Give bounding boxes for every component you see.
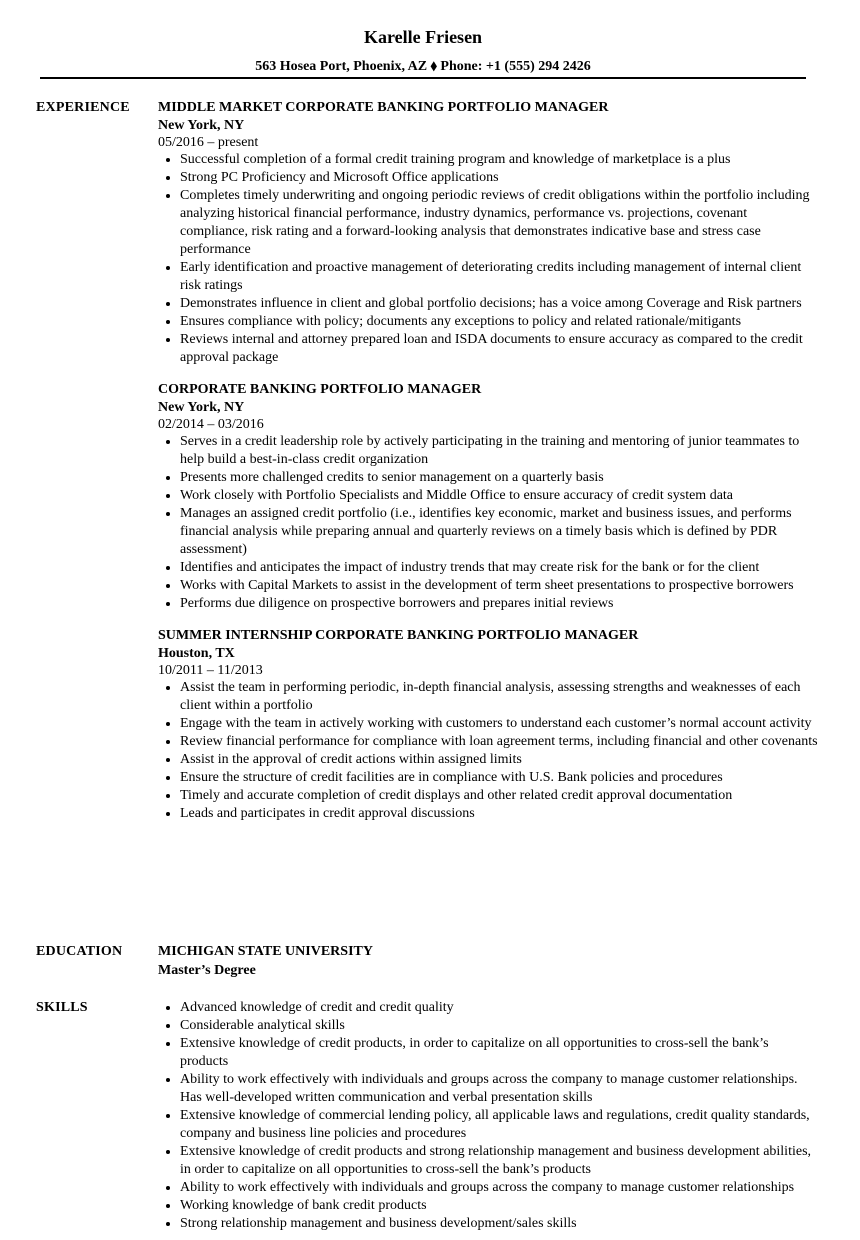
- job-bullets: [158, 679, 818, 823]
- skill-item: • Extensive knowledge of credit products, in order to capitalize on all opportunities to cross-sell the bank’s products: [180, 1035, 818, 1071]
- skill-item: • Extensive knowledge of credit products and strong relationship management and business development abilities, in order to capitalize on all opportunities to cross-sell the bank’s products: [180, 1143, 818, 1179]
- bullet-item: • Performs due diligence on prospective borrowers and prepares initial reviews: [180, 595, 818, 613]
- skills-label: SKILLS: [36, 1000, 88, 1015]
- job-title: CORPORATE BANKING PORTFOLIO MANAGER: [158, 382, 482, 397]
- skill-item: • Ability to work effectively with individuals and groups across the company to manage customer relationships: [180, 1179, 818, 1197]
- bullet-item: • Presents more challenged credits to senior management on a quarterly basis: [180, 469, 818, 487]
- job-entry: [158, 99, 818, 367]
- job-title: SUMMER INTERNSHIP CORPORATE BANKING PORTFOLIO MANAGER: [158, 628, 639, 643]
- education-label: EDUCATION: [36, 944, 123, 959]
- bullet-item: • Ensure the structure of credit facilities are in compliance with U.S. Bank policies and procedures: [180, 769, 818, 787]
- bullet-item: • Timely and accurate completion of credit displays and other related credit approval documentation: [180, 787, 818, 805]
- contact-line: 563 Hosea Port, Phoenix, AZ ⬧ Phone: +1 (555) 294 2426: [255, 59, 591, 74]
- bullet-item: • Leads and participates in credit approval discussions: [180, 805, 818, 823]
- job-dates: 10/2011 – 11/2013: [158, 663, 263, 678]
- candidate-name: Karelle Friesen: [363, 27, 483, 47]
- job-location: New York, NY: [158, 400, 245, 415]
- degree: Master’s Degree: [158, 963, 256, 978]
- bullet-item: • Work closely with Portfolio Specialists and Middle Office to ensure accuracy of credit system data: [180, 487, 818, 505]
- skills-list: [158, 999, 818, 1233]
- bullet-item: • Assist the team in performing periodic, in-depth financial analysis, assessing strengths and weaknesses of each client within a portfolio: [180, 679, 818, 715]
- header-divider: [40, 77, 806, 79]
- skill-item: • Ability to work effectively with individuals and groups across the company to manage customer relationships. Has well-developed written communication and verbal presentation skills: [180, 1071, 818, 1107]
- job-entry: [158, 381, 818, 613]
- bullet-item: • Demonstrates influence in client and global portfolio decisions; has a voice among Coverage and Risk partners: [180, 295, 818, 313]
- job-dates: 02/2014 – 03/2016: [158, 417, 264, 432]
- bullet-item: • Review financial performance for compliance with loan agreement terms, including financial and other covenants: [180, 733, 818, 751]
- experience-body: [158, 99, 818, 837]
- skill-item: • Advanced knowledge of credit and credit quality: [180, 999, 818, 1017]
- bullet-item: • Serves in a credit leadership role by actively participating in the training and mentoring of junior teammates to help build a best-in-class credit organization: [180, 433, 818, 469]
- skills-body: [158, 999, 818, 1233]
- job-bullets: [158, 151, 818, 367]
- skill-item: • Extensive knowledge of commercial lending policy, all applicable laws and regulations, credit quality standards, company and business line policies and procedures: [180, 1107, 818, 1143]
- bullet-item: • Identifies and anticipates the impact of industry trends that may create risk for the bank or for the client: [180, 559, 818, 577]
- skill-item: • Considerable analytical skills: [180, 1017, 818, 1035]
- bullet-item: • Engage with the team in actively working with customers to understand each customer’s normal account activity: [180, 715, 818, 733]
- bullet-item: • Successful completion of a formal credit training program and knowledge of marketplace is a plus: [180, 151, 818, 169]
- job-bullets: [158, 433, 818, 613]
- bullet-item: • Works with Capital Markets to assist in the development of term sheet presentations to prospective borrowers: [180, 577, 818, 595]
- bullet-item: • Completes timely underwriting and ongoing periodic reviews of credit obligations within the portfolio including analyzing historical financial performance, industry dynamics, performance vs. projections, covenant compliance, risk rating and a forward-looking analysis that demonstrates indicative base and stress case performance: [180, 187, 818, 259]
- school-name: MICHIGAN STATE UNIVERSITY: [158, 944, 373, 959]
- bullet-item: • Strong PC Proficiency and Microsoft Office applications: [180, 169, 818, 187]
- skill-item: • Strong relationship management and business development/sales skills: [180, 1215, 818, 1233]
- job-title: MIDDLE MARKET CORPORATE BANKING PORTFOLIO MANAGER: [158, 100, 609, 115]
- education-body: [158, 943, 818, 981]
- bullet-item: • Early identification and proactive management of deteriorating credits including management of internal client risk ratings: [180, 259, 818, 295]
- skill-item: • Working knowledge of bank credit products: [180, 1197, 818, 1215]
- job-location: New York, NY: [158, 118, 245, 133]
- job-entry: [158, 627, 818, 823]
- bullet-item: • Assist in the approval of credit actions within assigned limits: [180, 751, 818, 769]
- bullet-item: • Reviews internal and attorney prepared loan and ISDA documents to ensure accuracy as compared to the credit approval package: [180, 331, 818, 367]
- job-location: Houston, TX: [158, 646, 235, 661]
- bullet-item: • Manages an assigned credit portfolio (i.e., identifies key economic, market and business issues, and performs financial analysis while preparing annual and quarterly reviews on a timely basis which is defined by PDR assessment): [180, 505, 818, 559]
- bullet-item: • Ensures compliance with policy; documents any exceptions to policy and related rationale/mitigants: [180, 313, 818, 331]
- job-dates: 05/2016 – present: [158, 135, 259, 150]
- experience-label: EXPERIENCE: [36, 100, 130, 115]
